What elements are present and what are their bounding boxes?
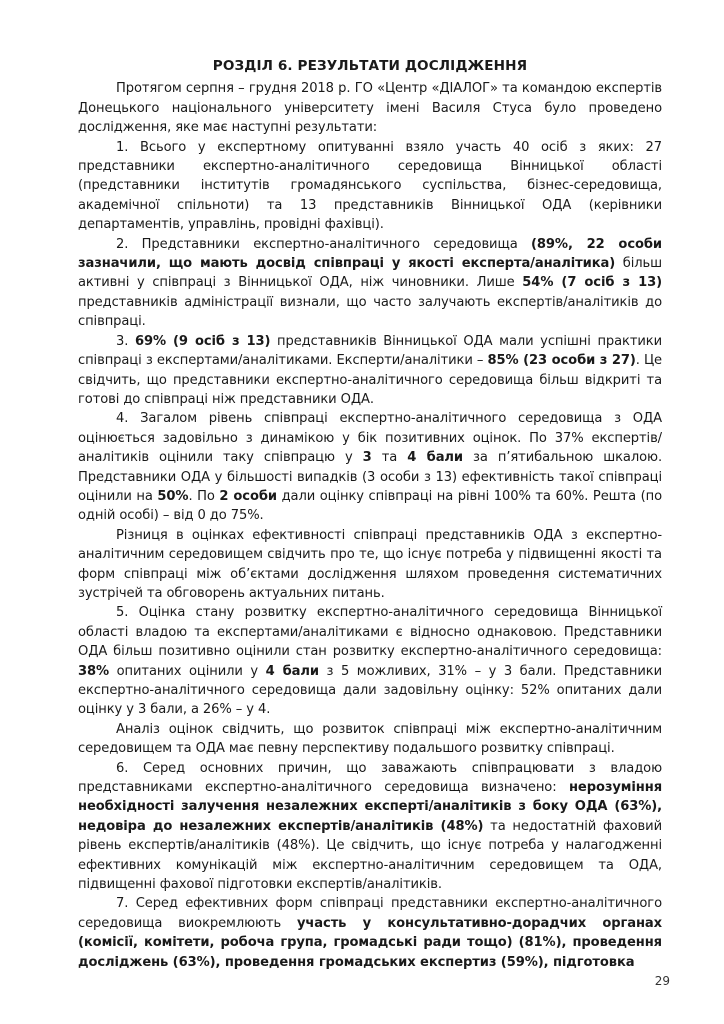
paragraph-5 [78,409,662,525]
text-run: представників Вінницької ОДА мали успішні практики співпраці з експертами/аналітиками. Експерти/аналітики – [78,333,663,369]
text-run: більш активні у співпраці з Вінницької ОДА, ніж чиновники. Лише [78,256,662,291]
paragraph-7 [78,603,662,719]
bold-run: 3 [362,450,372,466]
text-run: опитаних оцінили у [109,663,266,679]
section-title: РОЗДІЛ 6. РЕЗУЛЬТАТИ ДОСЛІДЖЕННЯ [212,58,528,74]
bold-run: 50% [157,488,189,504]
text-run: 7. Серед ефективних форм співпраці представники експертно-аналітичного середовища виокремлюють [78,896,662,931]
text-run: Аналіз оцінок свідчить, що розвиток співпраці між експертно-аналітичним середовищем та ОДА має певну перспективу подальшого розвитку співпраці. [78,721,662,757]
bold-run: 38% [78,663,110,679]
bold-run: 85% (23 особи з 27) [487,353,636,369]
bold-run: 4 бали [407,450,463,466]
text-run: Різниця в оцінках ефективності співпраці представників ОДА з експертно-аналітичним середовищем свідчить про те, що існує потреба у підвищенні якості та форм співпраці між об’єктами дослідження шляхом проведення систематичних зустрічей та обговорень актуальних питань. [78,527,662,601]
paragraph-9 [78,759,662,895]
paragraph-3 [78,235,662,332]
body-text [78,79,662,972]
text-run: 5. Оцінка стану розвитку експертно-аналітичного середовища Вінницької області владою та експертами/аналітиками є відносно однаковою. Представники ОДА більш позитивно оцінили стан розвитку експертно-аналітичного середовища: [78,605,662,660]
bold-run: 69% (9 осіб з 13) [134,333,271,349]
text-run: 3. [116,333,135,349]
bold-run: нерозуміння необхідності залучення незалежних експерті/аналітиків з боку ОДА (63%), недовіра до незалежних експертів/аналітиків (48%) [78,780,662,834]
bold-run: 54% (7 осіб з 13) [522,275,663,291]
page-number: 29 [654,974,670,988]
paragraph-8 [78,720,662,759]
bold-run: 2 особи [219,488,277,504]
paragraph-10 [78,894,662,972]
bold-run: (89%, 22 особи зазначили, що мають досвід співпраці у якості експерта/аналітика) [78,236,663,272]
paragraph-4 [78,332,662,410]
text-run: Протягом серпня – грудня 2018 р. ГО «Центр «ДІАЛОГ» та командою експертів Донецького національного університету імені Василя Стуса було проведено дослідження, яке має наступні результати: [78,81,662,136]
paragraph-2 [78,138,662,235]
text-run: 4. Загалом рівень співпраці експертно-аналітичного середовища з ОДА оцінюється задовільно з динамікою у бік позитивних оцінок. По 37% експертів/аналітиків оцінили таку співпрацю у [78,411,662,466]
page-content [78,57,662,972]
paragraph-1 [78,79,662,137]
text-run: . Це свідчить, що представники експертно-аналітичного середовища більш відкриті та готові до співпраці ніж представники ОДА. [78,353,662,407]
text-run: представників адміністрації визнали, що часто залучають експертів/аналітиків до співпраці. [78,294,662,330]
text-run: 6. Серед основних причин, що заважають співпрацювати з владою представниками експертно-аналітичного середовища визначено: [78,760,662,796]
text-run: та недостатній фаховий рівень експертів/аналітиків (48%). Це свідчить, що існує потреба у налагодженні ефективних комунікацій між експертно-аналітичним середовищем та ОДА, підвищенні фахової підготовки експертів/аналітиків. [78,818,662,893]
bold-run: 4 бали [265,663,319,679]
text-run: 2. Представники експертно-аналітичного середовища [116,236,532,252]
text-run: дали оцінку співпраці на рівні 100% та 60%. Решта (по одній особі) – від 0 до 75%. [78,488,662,524]
paragraph-6 [78,526,662,604]
text-run: з 5 можливих, 31% – у 3 бали. Представники експертно-аналітичного середовища дали задовільну оцінку: 52% опитаних дали оцінку у 3 бали, а 26% – у 4. [78,663,662,718]
bold-run: участь у консультативно-дорадчих органах (комісії, комітети, робоча група, громадські ради тощо) (81%), проведення досліджень (63%), проведення громадських експертиз (59%), підготовка [78,915,662,970]
text-run: та [371,450,408,466]
text-run: . По [188,488,220,504]
text-run: за п’ятибальною шкалою. Представники ОДА у більшості випадків (3 особи з 13) ефективність такої співпраці оцінили на [78,450,663,504]
text-run: 1. Всього у експертному опитуванні взяло участь 40 осіб з яких: 27 представники експертно-аналітичного середовища Вінницької області (представники інститутів громадянського суспільства, бізнес-середовища, академічної спільноти) та 13 представників Вінницької ОДА (керівники департаментів, управлінь, провідні фахівці). [78,139,662,233]
